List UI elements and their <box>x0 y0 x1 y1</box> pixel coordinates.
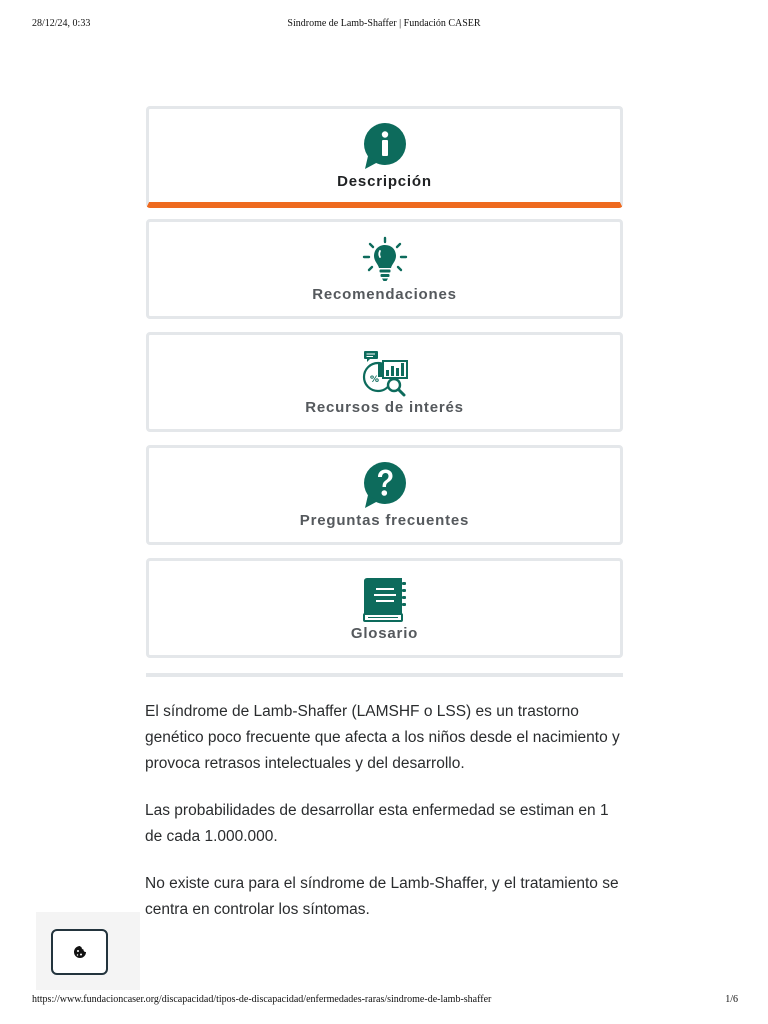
print-url: https://www.fundacioncaser.org/discapacidad/tipos-de-discapacidad/enfermedades-raras/sindrome-de-lamb-shaffer <box>32 994 492 1005</box>
cookie-icon <box>73 945 87 959</box>
print-datetime: 28/12/24, 0:33 <box>32 18 91 29</box>
question-speech-bubble-icon <box>361 462 409 510</box>
tab-glosario[interactable] <box>146 558 623 658</box>
description-paragraph: El síndrome de Lamb-Shaffer (LAMSHF o LSS) es un trastorno genético poco frecuente que afecta a los niños desde el nacimiento y provoca retrasos intelectuales y del desarrollo. <box>145 703 620 772</box>
tab-label: Glosario <box>350 625 419 642</box>
svg-text:%: % <box>369 375 379 385</box>
print-page-title: Síndrome de Lamb-Shaffer | Fundación CASER <box>287 18 481 29</box>
tab-descripcion[interactable] <box>146 106 623 208</box>
description-paragraph: No existe cura para el síndrome de Lamb-Shaffer, y el tratamiento se centra en controlar los síntomas. <box>145 875 619 918</box>
description-paragraph: Las probabilidades de desarrollar esta enfermedad se estiman en 1 de cada 1.000.000. <box>145 802 609 845</box>
glossary-book-icon <box>361 575 409 623</box>
lightbulb-icon <box>361 236 409 284</box>
tab-label: Recursos de interés <box>305 399 464 416</box>
print-footer <box>0 994 768 1008</box>
cookie-settings-button[interactable] <box>51 929 108 975</box>
tab-recursos-de-interes[interactable] <box>146 332 623 432</box>
print-header <box>0 18 768 32</box>
description-content <box>145 699 623 944</box>
resources-chart-icon <box>361 349 409 397</box>
print-page-number: 1/6 <box>725 994 738 1005</box>
tabs-divider <box>146 673 623 677</box>
tab-label: Descripción <box>337 173 432 190</box>
tab-preguntas-frecuentes[interactable] <box>146 445 623 545</box>
tab-label: Preguntas frecuentes <box>299 512 470 529</box>
section-tabs <box>146 106 623 671</box>
info-speech-bubble-icon <box>361 123 409 171</box>
tab-recomendaciones[interactable] <box>146 219 623 319</box>
tab-label: Recomendaciones <box>312 286 457 303</box>
